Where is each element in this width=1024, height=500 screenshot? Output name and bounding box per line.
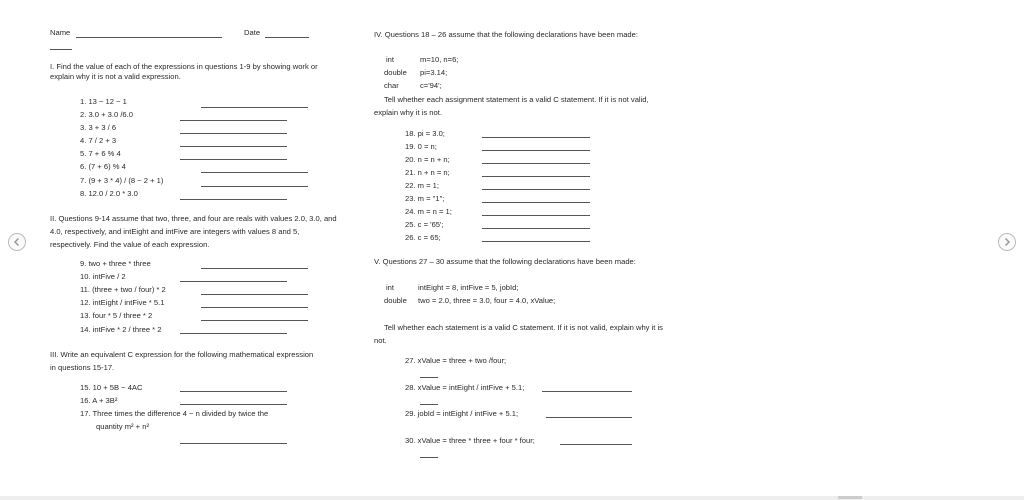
question-27: 27. xValue = three + two /four;: [405, 356, 507, 365]
answer-line-27[interactable]: [420, 377, 438, 378]
question-11: 11. (three + two / four) * 2: [80, 285, 166, 294]
question-14: 14. intFive * 2 / three * 2: [80, 325, 162, 334]
answer-line-13[interactable]: [201, 320, 308, 321]
section-4-intro: IV. Questions 18 – 26 assume that the following declarations have been made:: [374, 30, 638, 39]
answer-line-6[interactable]: [201, 172, 308, 173]
answer-line-24[interactable]: [482, 215, 590, 216]
question-6: 6. (7 + 6) % 4: [80, 162, 126, 171]
section-1-instructions: I. Find the value of each of the expressions in questions 1-9 by showing work or explain why it is not a valid expression.: [50, 62, 318, 81]
question-28: 28. xValue = intEight / intFive + 5.1;: [405, 383, 525, 392]
question-1: 1. 13 − 12 − 1: [80, 97, 127, 106]
answer-line-8[interactable]: [180, 199, 287, 200]
name-field-line[interactable]: [76, 37, 222, 38]
question-26: 26. c = 65;: [405, 233, 441, 242]
question-23: 23. m = "1";: [405, 194, 445, 203]
decl5-value-double: two = 2.0, three = 3.0, four = 4.0, xValue;: [418, 296, 556, 305]
section-5-instructions: Tell whether each statement is a valid C statement. If it is not valid, explain why it is not.: [374, 323, 663, 345]
date-label: Date: [244, 28, 261, 37]
question-13: 13. four * 5 / three * 2: [80, 311, 153, 320]
answer-line-19[interactable]: [482, 150, 590, 151]
question-24: 24. m = n = 1;: [405, 207, 452, 216]
answer-line-30[interactable]: [560, 444, 632, 445]
page-bottom-bar: [0, 496, 1024, 500]
answer-line-17[interactable]: [180, 443, 287, 444]
answer-line-28b[interactable]: [420, 404, 438, 405]
question-5: 5. 7 + 6 % 4: [80, 149, 121, 158]
previous-page-button[interactable]: [8, 233, 26, 251]
answer-line-30b[interactable]: [420, 457, 438, 458]
decl-value-char: c='94';: [420, 81, 442, 90]
answer-line-5[interactable]: [180, 159, 287, 160]
chevron-left-icon: [13, 238, 21, 246]
section-3-instructions: III. Write an equivalent C expression for the following mathematical expression in questions 15-17.: [50, 350, 314, 372]
chevron-right-icon: [1003, 238, 1011, 246]
question-25: 25. c = '65';: [405, 220, 444, 229]
answer-line-4[interactable]: [180, 146, 287, 147]
question-16: 16. A + 3B²: [80, 396, 118, 405]
decl5-type-int: int: [386, 283, 395, 292]
section-2-instructions: II. Questions 9-14 assume that two, three, and four are reals with values 2.0, 3.0, and 4.0, respectively, and intEight and intFive are integers with values 8 and 5, respectively. Find the value of each expression.: [50, 214, 337, 249]
decl-type-char: char: [384, 81, 399, 90]
answer-line-23[interactable]: [482, 202, 590, 203]
answer-line-2[interactable]: [180, 120, 287, 121]
question-17-continued: quantity m² + n²: [96, 422, 149, 431]
question-18: 18. pi = 3.0;: [405, 129, 445, 138]
question-12: 12. intEight / intFive * 5.1: [80, 298, 165, 307]
question-20: 20. n = n + n;: [405, 155, 450, 164]
answer-line-10[interactable]: [180, 281, 287, 282]
decl5-type-double: double: [384, 296, 407, 305]
question-4: 4. 7 / 2 + 3: [80, 136, 117, 145]
date-field-line[interactable]: [265, 37, 309, 38]
question-3: 3. 3 + 3 / 6: [80, 123, 117, 132]
question-8: 8. 12.0 / 2.0 * 3.0: [80, 189, 138, 198]
question-30: 30. xValue = three * three + four * four;: [405, 436, 535, 445]
next-page-button[interactable]: [998, 233, 1016, 251]
question-22: 22. m = 1;: [405, 181, 439, 190]
answer-line-7[interactable]: [201, 186, 308, 187]
decl5-value-int: intEight = 8, intFive = 5, jobId;: [418, 283, 519, 292]
decl-type-double: double: [384, 68, 407, 77]
answer-line-26[interactable]: [482, 241, 590, 242]
section-4-instructions: Tell whether each assignment statement is a valid C statement. If it is not valid, explain why it is not.: [374, 95, 649, 117]
answer-line-29[interactable]: [546, 417, 632, 418]
answer-line-1[interactable]: [201, 107, 308, 108]
answer-line-11[interactable]: [201, 294, 308, 295]
question-2: 2. 3.0 + 3.0 /6.0: [80, 110, 133, 119]
answer-line-3[interactable]: [180, 133, 287, 134]
name-label: Name: [50, 28, 71, 37]
question-15: 15. 10 + 5B − 4AC: [80, 383, 143, 392]
answer-line-22[interactable]: [482, 189, 590, 190]
section-5-intro: V. Questions 27 – 30 assume that the following declarations have been made:: [374, 257, 636, 266]
answer-line-20[interactable]: [482, 163, 590, 164]
answer-line-16[interactable]: [180, 404, 287, 405]
question-19: 19. 0 = n;: [405, 142, 437, 151]
answer-line-25[interactable]: [482, 228, 590, 229]
answer-line-18[interactable]: [482, 137, 590, 138]
decl-value-double: pi=3.14;: [420, 68, 448, 77]
question-17: 17. Three times the difference 4 − n divided by twice the: [80, 409, 269, 418]
question-9: 9. two + three * three: [80, 259, 151, 268]
answer-line-9[interactable]: [201, 268, 308, 269]
question-21: 21. n + n = n;: [405, 168, 450, 177]
question-10: 10. intFive / 2: [80, 272, 126, 281]
answer-line-21[interactable]: [482, 176, 590, 177]
name-underline-short: [50, 49, 72, 50]
answer-line-14[interactable]: [180, 333, 287, 334]
decl-value-int: m=10, n=6;: [420, 55, 459, 64]
question-7: 7. (9 + 3 * 4) / (8 − 2 + 1): [80, 176, 164, 185]
question-29: 29. jobId = intEight / intFive + 5.1;: [405, 409, 519, 418]
answer-line-12[interactable]: [201, 307, 308, 308]
decl-type-int: int: [386, 55, 395, 64]
page-scroll-indicator[interactable]: [838, 496, 862, 499]
answer-line-28[interactable]: [542, 391, 632, 392]
answer-line-15[interactable]: [180, 391, 287, 392]
